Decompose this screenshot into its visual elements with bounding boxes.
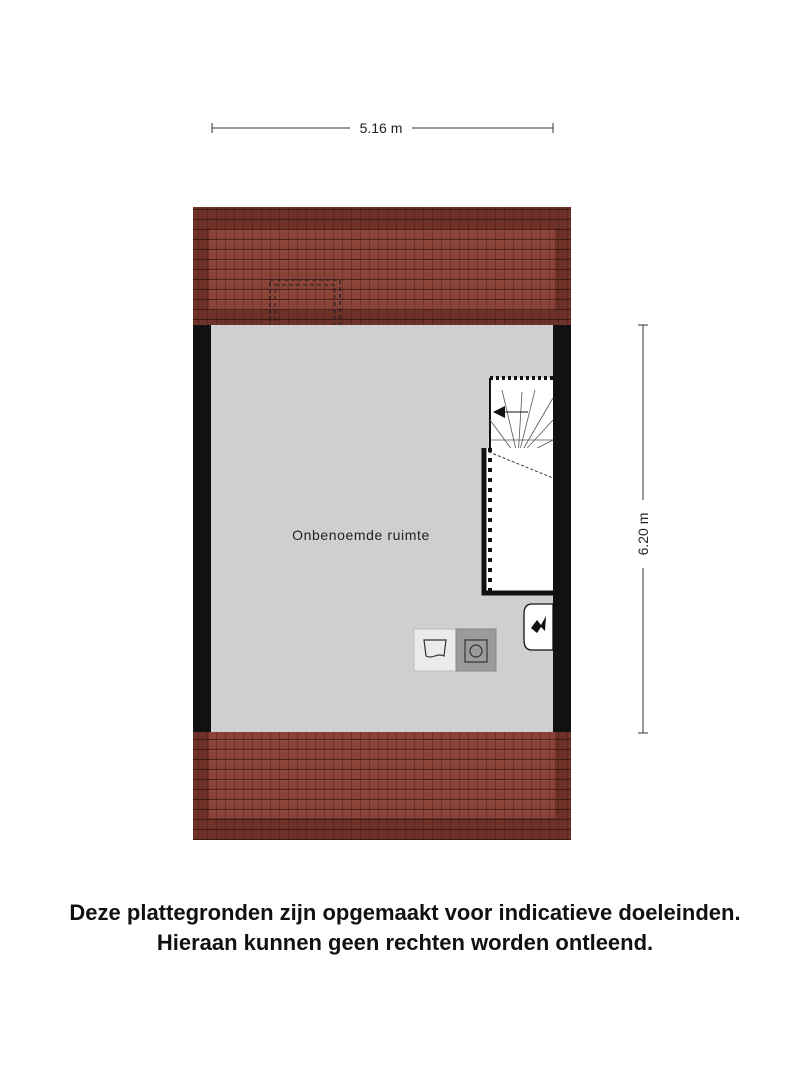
room-label: Onbenoemde ruimte [292, 527, 430, 543]
width-dimension [212, 120, 553, 136]
roof-bottom [193, 732, 571, 840]
washing-machine-icon [414, 629, 456, 671]
width-dimension-label: 5.16 m [359, 120, 403, 136]
boiler-icon [524, 604, 553, 650]
disclaimer-line-1: Deze plattegronden zijn opgemaakt voor indicatieve doeleinden. [69, 900, 741, 925]
staircase [484, 378, 553, 593]
wall-right [553, 325, 571, 732]
height-dimension-label: 6.20 m [635, 512, 651, 556]
wall-left [193, 325, 211, 732]
roof-top [193, 207, 571, 325]
height-dimension [635, 325, 651, 733]
disclaimer [0, 898, 810, 958]
disclaimer-line-2: Hieraan kunnen geen rechten worden ontleend. [156, 930, 654, 955]
dryer-icon [456, 629, 496, 671]
